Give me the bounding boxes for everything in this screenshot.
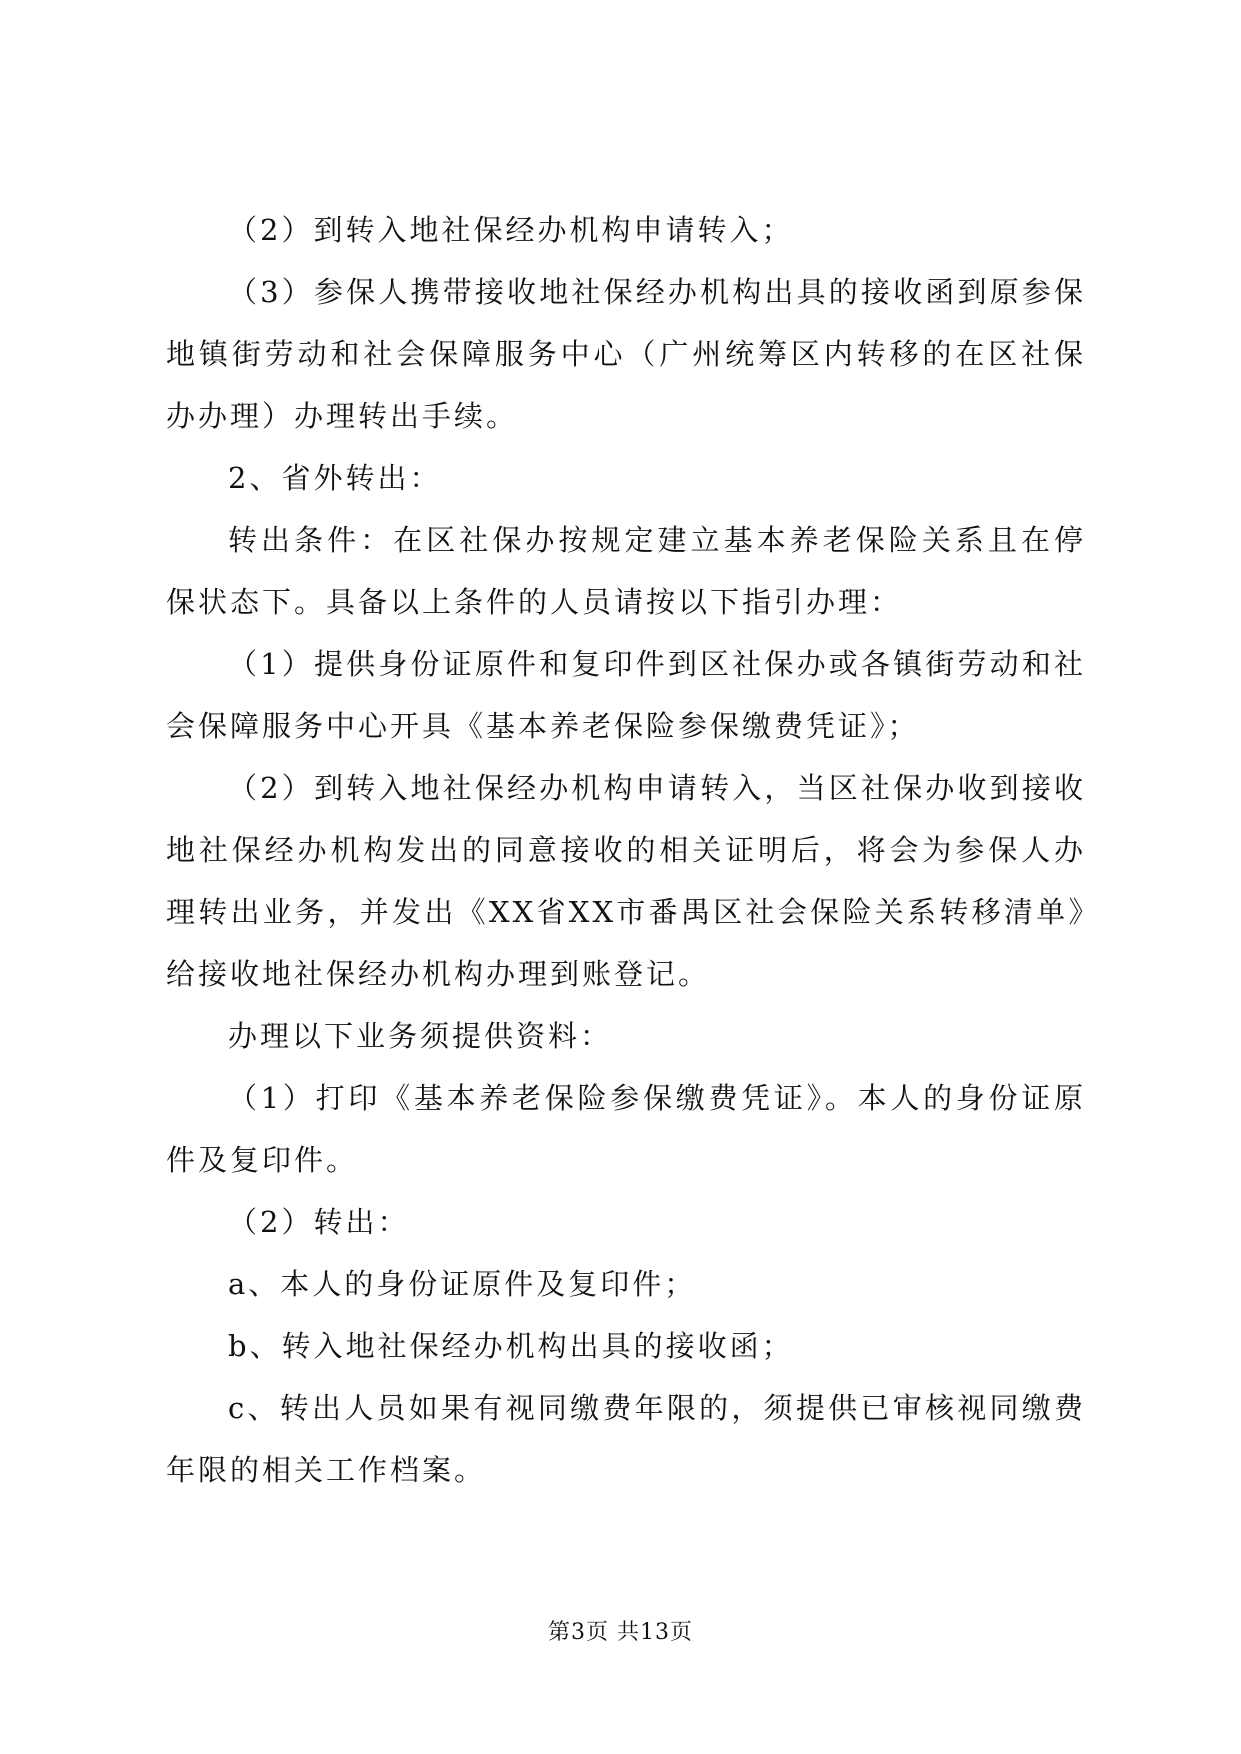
paragraph: a、本人的身份证原件及复印件； [228, 1267, 697, 1301]
paragraph: （1）提供身份证原件和复印件到区社保办或各镇街劳动和社会保障服务中心开具《基本养老保险参保缴费凭证》； [166, 647, 1086, 743]
paragraph: （1）打印《基本养老保险参保缴费凭证》。本人的身份证原件及复印件。 [166, 1081, 1086, 1177]
paragraph: b、转入地社保经办机构出具的接收函； [228, 1329, 794, 1363]
paragraph: c、转出人员如果有视同缴费年限的，须提供已审核视同缴费年限的相关工作档案。 [166, 1391, 1086, 1487]
paragraph: （2）到转入地社保经办机构申请转入； [228, 213, 794, 247]
paragraph: （3）参保人携带接收地社保经办机构出具的接收函到原参保地镇街劳动和社会保障服务中心（广州统筹区内转移的在区社保办办理）办理转出手续。 [166, 275, 1086, 433]
paragraph: 办理以下业务须提供资料： [228, 1019, 613, 1053]
paragraph: 转出条件：在区社保办按规定建立基本养老保险关系且在停保状态下。具备以上条件的人员请按以下指引办理： [166, 523, 1086, 619]
paragraph: 2、省外转出： [228, 461, 442, 495]
paragraph: （2）到转入地社保经办机构申请转入，当区社保办收到接收地社保经办机构发出的同意接收的相关证明后，将会为参保人办理转出业务，并发出《XX省XX市番禺区社会保险关系转移清单》给接收地社保经办机构办理到账登记。 [166, 771, 1086, 991]
document-body [166, 199, 1086, 1501]
paragraph: （2）转出： [228, 1205, 410, 1239]
page-number-footer: 第3页 共13页 [548, 1620, 693, 1645]
